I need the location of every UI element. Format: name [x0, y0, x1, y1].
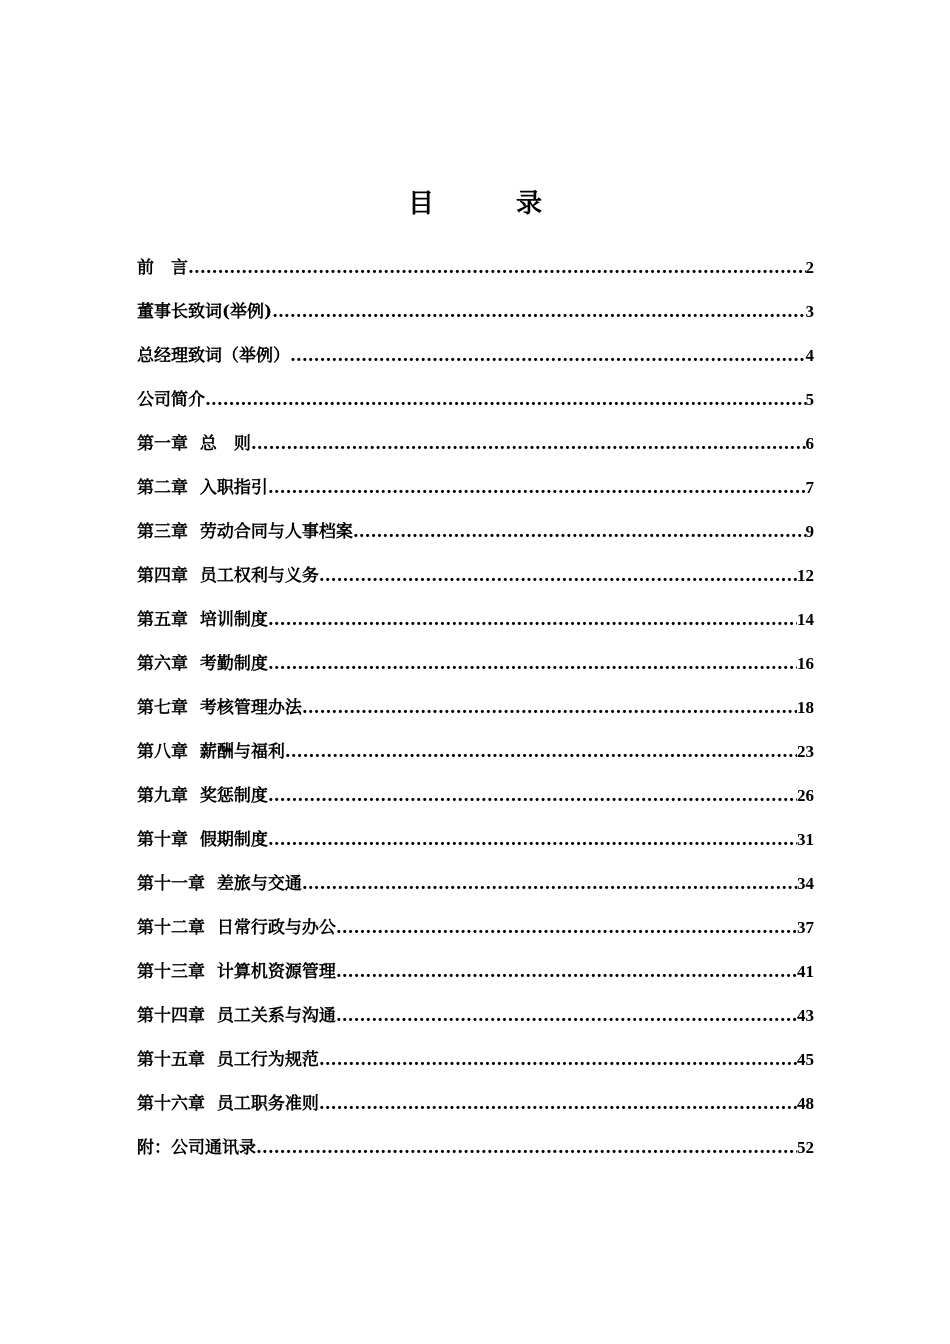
toc-entry-label: 第十一章 差旅与交通 [137, 874, 302, 894]
toc-dot-leader [336, 957, 797, 987]
toc-dot-leader [319, 1089, 797, 1119]
toc-entry-label: 第十章 假期制度 [137, 830, 268, 850]
toc-entry-label: 第七章 考核管理办法 [137, 698, 302, 718]
toc-entry[interactable] [137, 1001, 814, 1045]
toc-dot-leader [336, 913, 797, 943]
toc-entry-label: 第十五章 员工行为规范 [137, 1050, 319, 1070]
toc-entry[interactable] [137, 1133, 814, 1177]
toc-entry-page: 12 [797, 566, 814, 585]
toc-title: 目 录 [407, 189, 570, 219]
toc-entry-page: 26 [797, 786, 814, 805]
toc-entry-label: 第十六章 员工职务准则 [137, 1094, 319, 1114]
toc-entry[interactable] [137, 1045, 814, 1089]
toc-entry-page: 3 [805, 302, 814, 321]
toc-entry-page: 18 [797, 698, 814, 717]
toc-entry-page: 23 [797, 742, 814, 761]
toc-dot-leader [319, 1045, 797, 1075]
toc-dot-leader [319, 561, 797, 591]
toc-entry-label: 第六章 考勤制度 [137, 654, 268, 674]
toc-entry-page: 14 [797, 610, 814, 629]
toc-entry[interactable] [137, 957, 814, 1001]
toc-entry-label: 第五章 培训制度 [137, 610, 268, 630]
toc-entry-label: 第三章 劳动合同与人事档案 [137, 522, 353, 542]
toc-entry-label: 第九章 奖惩制度 [137, 786, 268, 806]
toc-entry[interactable] [137, 297, 814, 341]
toc-dot-leader [205, 385, 806, 415]
toc-entry-page: 7 [805, 478, 814, 497]
toc-entry[interactable] [137, 605, 814, 649]
toc-dot-leader [353, 517, 806, 547]
toc-entry[interactable] [137, 473, 814, 517]
toc-entry-label: 第二章 入职指引 [137, 478, 268, 498]
toc-dot-leader [290, 341, 806, 371]
toc-entry[interactable] [137, 649, 814, 693]
toc-entry-label: 第八章 薪酬与福利 [137, 742, 285, 762]
toc-entry-label: 第十三章 计算机资源管理 [137, 962, 336, 982]
toc-entry-page: 52 [797, 1138, 814, 1157]
toc-dot-leader [302, 693, 797, 723]
toc-entry-page: 48 [797, 1094, 814, 1113]
toc-dot-leader [302, 869, 797, 899]
toc-entry-label: 总经理致词（举例） [137, 346, 290, 366]
toc-entry[interactable] [137, 561, 814, 605]
toc-dot-leader [188, 253, 806, 283]
toc-entry[interactable] [137, 429, 814, 473]
toc-entry[interactable] [137, 825, 814, 869]
toc-entry[interactable] [137, 517, 814, 561]
toc-entry-label: 第十二章 日常行政与办公 [137, 918, 336, 938]
toc-entry-page: 16 [797, 654, 814, 673]
toc-dot-leader [268, 825, 797, 855]
toc-entry-label: 第一章 总 则 [137, 434, 251, 454]
toc-entry[interactable] [137, 693, 814, 737]
toc-entry-label: 第十四章 员工关系与沟通 [137, 1006, 336, 1026]
toc-entry[interactable] [137, 737, 814, 781]
toc-entry-label: 前 言 [137, 258, 188, 278]
toc-entry-label: 第四章 员工权利与义务 [137, 566, 319, 586]
toc-entry-page: 4 [805, 346, 814, 365]
toc-list [137, 253, 814, 1177]
toc-dot-leader [285, 737, 797, 767]
toc-entry[interactable] [137, 913, 814, 957]
toc-entry-page: 41 [797, 962, 814, 981]
toc-dot-leader [268, 781, 797, 811]
toc-entry-page: 5 [805, 390, 814, 409]
toc-dot-leader [336, 1001, 797, 1031]
toc-entry-page: 2 [805, 258, 814, 277]
toc-entry[interactable] [137, 781, 814, 825]
toc-entry-page: 6 [805, 434, 814, 453]
toc-dot-leader [256, 1133, 797, 1163]
toc-entry[interactable] [137, 1089, 814, 1133]
toc-entry-page: 31 [797, 830, 814, 849]
toc-entry-label: 董事长致词(举例) [137, 302, 273, 322]
toc-entry[interactable] [137, 869, 814, 913]
toc-dot-leader [268, 473, 806, 503]
toc-entry-page: 45 [797, 1050, 814, 1069]
toc-dot-leader [251, 429, 806, 459]
toc-entry-page: 34 [797, 874, 814, 893]
toc-entry-page: 9 [805, 522, 814, 541]
toc-entry-page: 37 [797, 918, 814, 937]
toc-entry-label: 公司简介 [137, 390, 205, 410]
toc-entry-page: 43 [797, 1006, 814, 1025]
toc-dot-leader [272, 297, 805, 327]
toc-entry[interactable] [137, 341, 814, 385]
toc-entry[interactable] [137, 385, 814, 429]
toc-dot-leader [268, 605, 797, 635]
toc-dot-leader [268, 649, 797, 679]
toc-entry-label: 附：公司通讯录 [137, 1138, 256, 1158]
toc-entry[interactable] [137, 253, 814, 297]
